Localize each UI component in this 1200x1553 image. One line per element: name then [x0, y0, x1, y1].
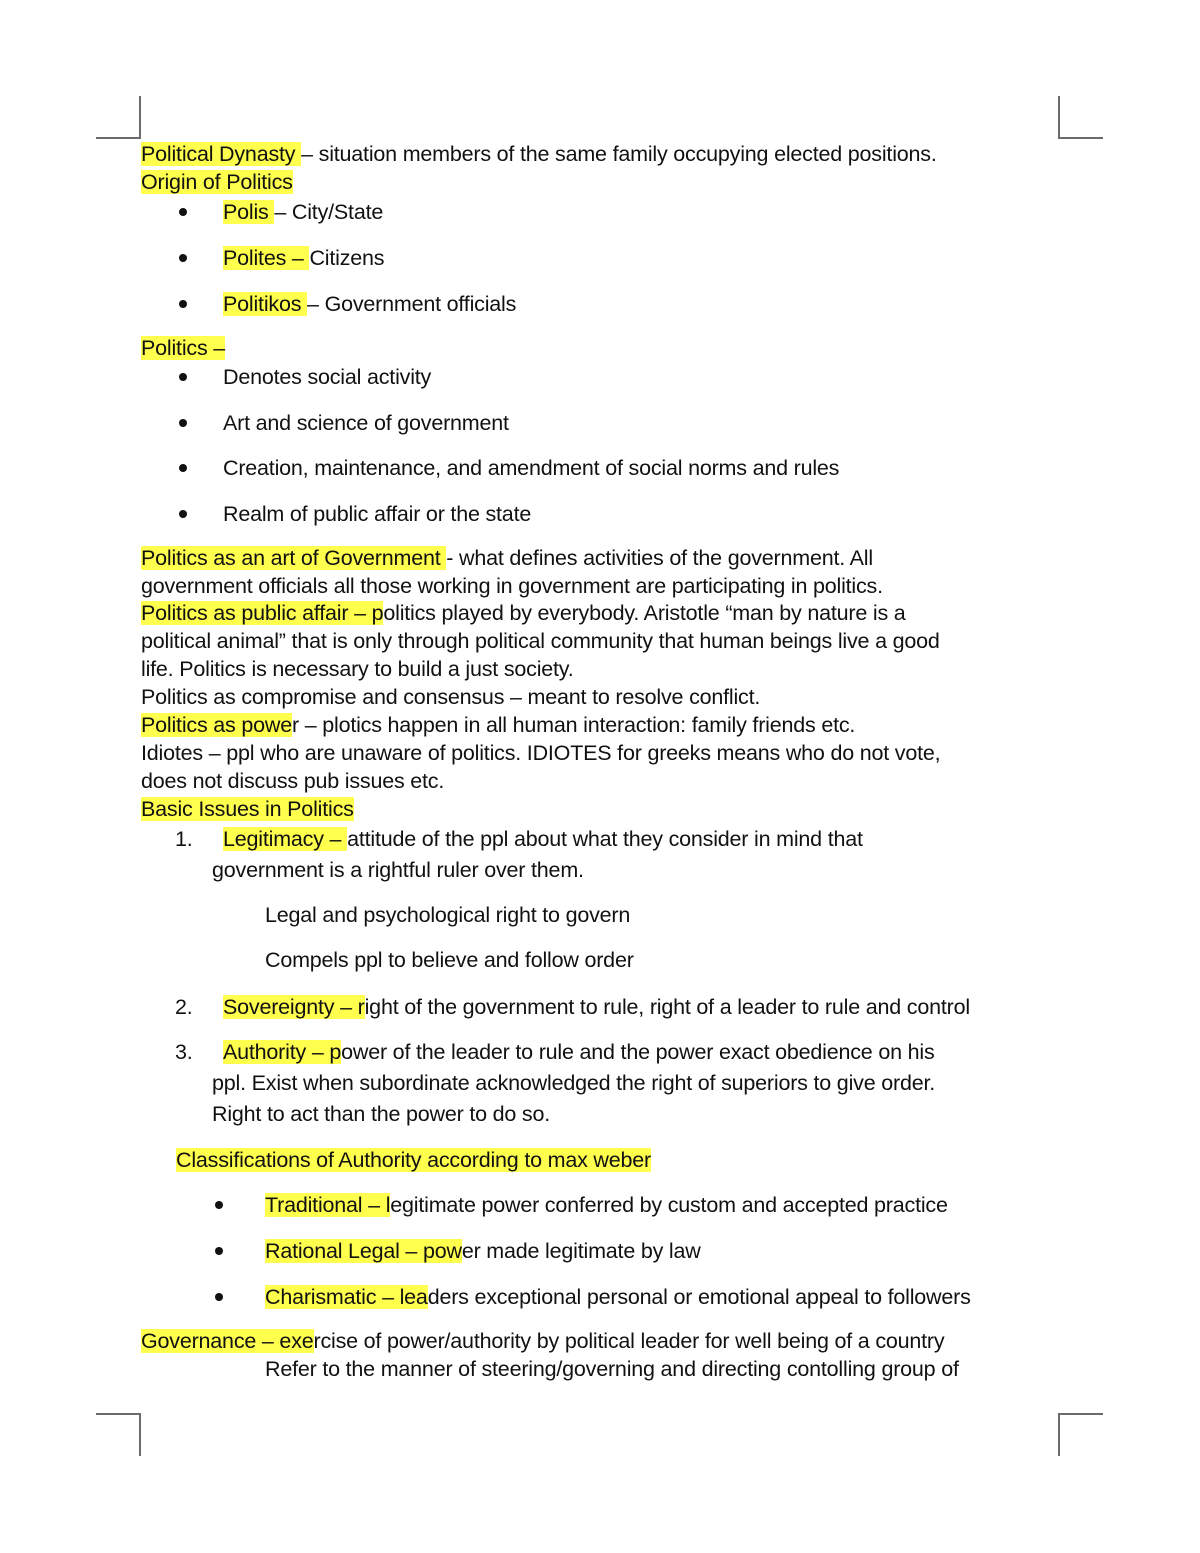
definition-text: ight of the government to rule, right of a leader to rule and control: [364, 995, 970, 1019]
list-number: 1.: [175, 827, 193, 851]
list-item-authority: [223, 1038, 935, 1066]
bullet-icon: [179, 300, 187, 308]
bullet-icon: [179, 254, 187, 262]
sub-point: Compels ppl to believe and follow order: [265, 948, 634, 972]
paragraph-line: government officials all those working in government are participating in politics.: [141, 574, 883, 598]
heading-basic-issues: [141, 795, 354, 823]
list-item-continuation: government is a rightful ruler over them.: [212, 858, 584, 882]
paragraph-power: [141, 711, 855, 739]
term-highlight: Politics as public affair – p: [141, 601, 384, 625]
paragraph-governance: [141, 1327, 944, 1355]
definition-text: er made legitimate by law: [461, 1239, 701, 1263]
definition-text: olitics played by everybody. Aristotle “man by nature is a: [383, 601, 906, 625]
term-highlight: Polis: [223, 200, 275, 224]
list-item-continuation: Right to act than the power to do so.: [212, 1102, 551, 1126]
paragraph-line: does not discuss pub issues etc.: [141, 769, 445, 793]
crop-mark-bottom-left: [96, 1413, 139, 1415]
term-highlight: Charismatic – lea: [265, 1285, 428, 1309]
bullet-icon: [215, 1247, 223, 1255]
definition-text: attitude of the ppl about what they consider in mind that: [347, 827, 863, 851]
bullet-icon: [179, 373, 187, 381]
paragraph-public-affair: [141, 599, 906, 627]
list-item: Creation, maintenance, and amendment of social norms and rules: [223, 456, 840, 480]
bullet-icon: [179, 510, 187, 518]
term-highlight: Rational Legal – pow: [265, 1239, 462, 1263]
paragraph-compromise: Politics as compromise and consensus – meant to resolve conflict.: [141, 685, 761, 709]
definition-text: ower of the leader to rule and the power exact obedience on his: [341, 1040, 935, 1064]
term-highlight: Governance – exe: [141, 1329, 314, 1353]
paragraph-line: life. Politics is necessary to build a just society.: [141, 657, 574, 681]
definition-political-dynasty: [141, 140, 937, 168]
term-highlight: Basic Issues in Politics: [141, 797, 354, 821]
term-highlight: Politics as an art of Government: [141, 546, 447, 570]
term-highlight: Classifications of Authority according to max weber: [176, 1148, 651, 1172]
term-highlight: Polites –: [223, 246, 310, 270]
term-highlight: Traditional – l: [265, 1193, 391, 1217]
heading-origin-of-politics: [141, 168, 293, 196]
definition-text: – Government officials: [307, 292, 517, 316]
list-item-politikos: [223, 290, 516, 318]
bullet-icon: [215, 1293, 223, 1301]
crop-mark-top-left: [139, 96, 141, 139]
list-item: Realm of public affair or the state: [223, 502, 532, 526]
list-item-traditional: [265, 1191, 948, 1219]
heading-classifications-of-authority: [176, 1146, 651, 1174]
heading-politics: [141, 334, 225, 362]
definition-text: r – plotics happen in all human interaction: family friends etc.: [291, 713, 856, 737]
paragraph-art-of-government: [141, 544, 873, 572]
crop-mark-top-right: [1058, 96, 1060, 139]
crop-mark-bottom-right: [1060, 1413, 1103, 1415]
crop-mark-top-left: [96, 137, 139, 139]
bullet-icon: [215, 1201, 223, 1209]
term-highlight: Political Dynasty: [141, 142, 302, 166]
definition-text: - what defines activities of the government. All: [446, 546, 873, 570]
definition-text: Citizens: [309, 246, 385, 270]
list-item: Art and science of government: [223, 411, 509, 435]
paragraph-line: political animal” that is only through political community that human beings live a good: [141, 629, 940, 653]
term-highlight: Sovereignty – r: [223, 995, 365, 1019]
term-highlight: Authority – p: [223, 1040, 342, 1064]
list-item-charismatic: [265, 1283, 971, 1311]
term-highlight: Politics –: [141, 336, 226, 360]
paragraph-line: Refer to the manner of steering/governing and directing contolling group of: [265, 1357, 959, 1381]
crop-mark-top-right: [1060, 137, 1103, 139]
list-number: 2.: [175, 995, 193, 1019]
list-number: 3.: [175, 1040, 193, 1064]
term-highlight: Politics as powe: [141, 713, 292, 737]
list-item-polites: [223, 244, 384, 272]
definition-text: – situation members of the same family occupying elected positions.: [301, 142, 937, 166]
bullet-icon: [179, 464, 187, 472]
list-item-rational-legal: [265, 1237, 701, 1265]
crop-mark-bottom-left: [139, 1413, 141, 1456]
paragraph-idiotes: Idiotes – ppl who are unaware of politics. IDIOTES for greeks means who do not vote,: [141, 741, 941, 765]
list-item-legitimacy: [223, 825, 863, 853]
list-item-polis: [223, 198, 383, 226]
bullet-icon: [179, 419, 187, 427]
term-highlight: Politikos: [223, 292, 308, 316]
crop-mark-bottom-right: [1058, 1413, 1060, 1456]
sub-point: Legal and psychological right to govern: [265, 903, 631, 927]
list-item-continuation: ppl. Exist when subordinate acknowledged the right of superiors to give order.: [212, 1071, 936, 1095]
definition-text: – City/State: [274, 200, 384, 224]
definition-text: egitimate power conferred by custom and accepted practice: [390, 1193, 948, 1217]
bullet-icon: [179, 208, 187, 216]
list-item-sovereignty: [223, 993, 970, 1021]
term-highlight: Origin of Politics: [141, 170, 293, 194]
term-highlight: Legitimacy –: [223, 827, 348, 851]
definition-text: ders exceptional personal or emotional appeal to followers: [427, 1285, 971, 1309]
definition-text: rcise of power/authority by political leader for well being of a country: [313, 1329, 945, 1353]
list-item: Denotes social activity: [223, 365, 432, 389]
